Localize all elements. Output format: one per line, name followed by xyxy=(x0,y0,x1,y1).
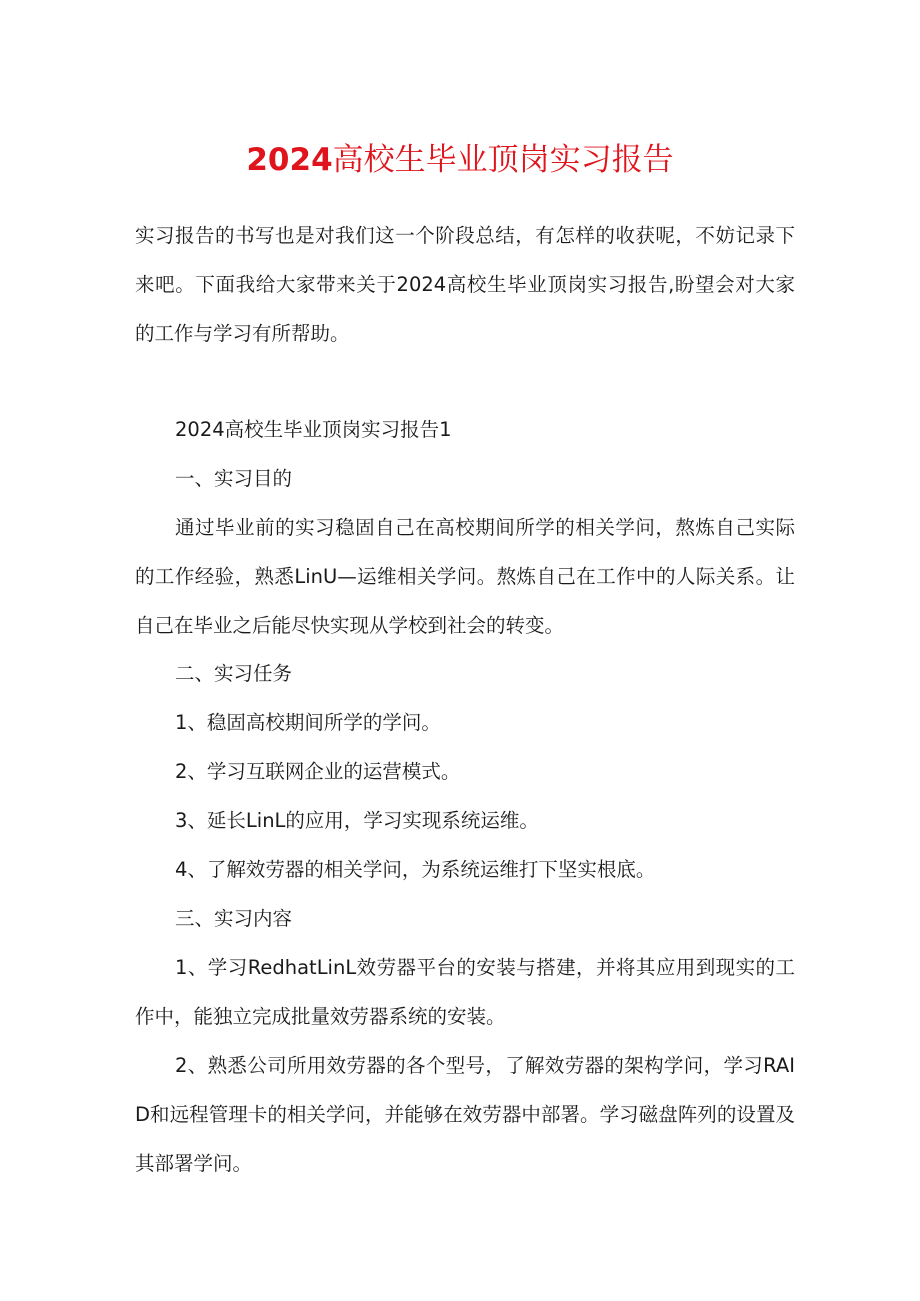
task-item: 2、学习互联网企业的运营模式。 xyxy=(175,760,461,783)
document-title xyxy=(0,138,920,182)
content-paragraph: 1、学习RedhatLinL效劳器平台的安装与搭建，并将其应用到现实的工作中，能独立完成批量效劳器系统的安装。 xyxy=(135,956,795,1028)
section-heading-tasks: 二、实习任务 xyxy=(175,662,293,685)
intro-paragraph: 实习报告的书写也是对我们这一个阶段总结，有怎样的收获呢，不妨记录下来吧。下面我给大家带来关于2024高校生毕业顶岗实习报告,盼望会对大家的工作与学习有所帮助。 xyxy=(135,224,795,345)
section-heading-purpose: 一、实习目的 xyxy=(175,467,293,490)
section-heading-content: 三、实习内容 xyxy=(175,907,293,930)
task-item: 1、稳固高校期间所学的学问。 xyxy=(175,711,441,734)
task-item: 3、延长LinL的应用，学习实现系统运维。 xyxy=(175,809,539,832)
title-text: 高校生毕业顶岗实习报告 xyxy=(332,142,674,178)
task-item: 4、了解效劳器的相关学问，为系统运维打下坚实根底。 xyxy=(175,858,656,881)
content-paragraph: 2、熟悉公司所用效劳器的各个型号，了解效劳器的架构学问，学习RAID和远程管理卡的相关学问，并能够在效劳器中部署。学习磁盘阵列的设置及其部署学问。 xyxy=(135,1054,795,1175)
title-year: 2024 xyxy=(246,142,333,178)
report-heading: 2024高校生毕业顶岗实习报告1 xyxy=(175,418,452,441)
purpose-paragraph: 通过毕业前的实习稳固自己在高校期间所学的相关学问，熬炼自己实际的工作经验，熟悉LinU—运维相关学问。熬炼自己在工作中的人际关系。让自己在毕业之后能尽快实现从学校到社会的转变。 xyxy=(135,516,795,637)
